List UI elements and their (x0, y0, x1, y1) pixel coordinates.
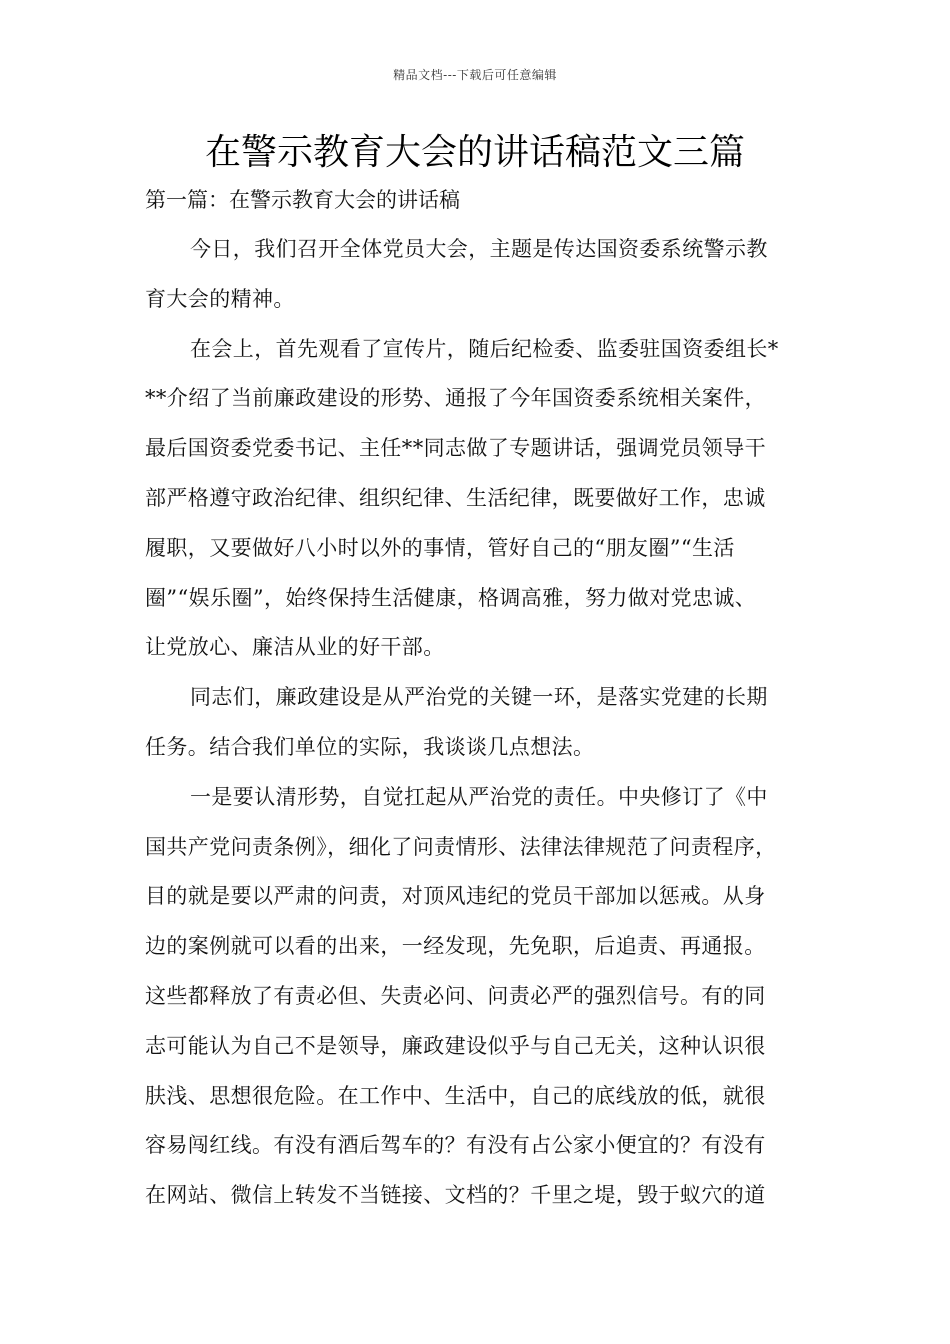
section-subtitle: 第一篇：在警示教育大会的讲话稿 (145, 188, 460, 212)
text-line: 在会上，首先观看了宣传片，随后纪检委、监委驻国资委组长* (190, 336, 779, 361)
text-line: 国共产党问责条例》，细化了问责情形、法律法律规范了问责程序， (145, 834, 777, 859)
text-line: 今日，我们召开全体党员大会，主题是传达国资委系统警示教 (190, 237, 768, 261)
header-note: 精品文档---下载后可任意编辑 (393, 68, 557, 82)
text-line: 圈”“娱乐圈”，始终保持生活健康，格调高雅，努力做对党忠诚、 (145, 585, 757, 610)
text-line: 肤浅、思想很危险。在工作中、生活中，自己的底线放的低，就很 (145, 1083, 766, 1108)
text-line: 志可能认为自己不是领导，廉政建设似乎与自己无关，这种认识很 (145, 1033, 766, 1058)
text-line: 同志们，廉政建设是从严治党的关键一环，是落实党建的长期 (190, 685, 768, 710)
text-line: 边的案例就可以看的出来，一经发现，先免职，后追责、再通报。 (145, 934, 766, 959)
text-line: 在网站、微信上转发不当链接、文档的？千里之堤，毁于蚁穴的道 (145, 1183, 766, 1208)
body-text (145, 225, 825, 1221)
text-line: 任务。结合我们单位的实际，我谈谈几点想法。 (145, 734, 595, 759)
text-line: 一是要认清形势，自觉扛起从严治党的责任。中央修订了《中 (190, 784, 768, 809)
text-line: 部严格遵守政治纪律、组织纪律、生活纪律，既要做好工作，忠诚 (145, 485, 766, 510)
document-title: 在警示教育大会的讲话稿范文三篇 (204, 132, 745, 173)
text-line: 育大会的精神。 (145, 286, 295, 311)
text-line: **介绍了当前廉政建设的形势、通报了今年国资委系统相关案件， (145, 386, 766, 411)
text-line: 让党放心、廉洁从业的好干部。 (145, 635, 445, 660)
text-line: 目的就是要以严肃的问责，对顶风违纪的党员干部加以惩戒。从身 (145, 884, 766, 909)
text-line: 最后国资委党委书记、主任**同志做了专题讲话，强调党员领导干 (145, 436, 766, 461)
text-line: 容易闯红线。有没有酒后驾车的？有没有占公家小便宜的？有没有 (145, 1133, 766, 1158)
text-line: 履职，又要做好八小时以外的事情，管好自己的“朋友圈”“生活 (145, 535, 735, 560)
text-line: 这些都释放了有责必但、失责必问、问责必严的强烈信号。有的同 (145, 983, 766, 1008)
